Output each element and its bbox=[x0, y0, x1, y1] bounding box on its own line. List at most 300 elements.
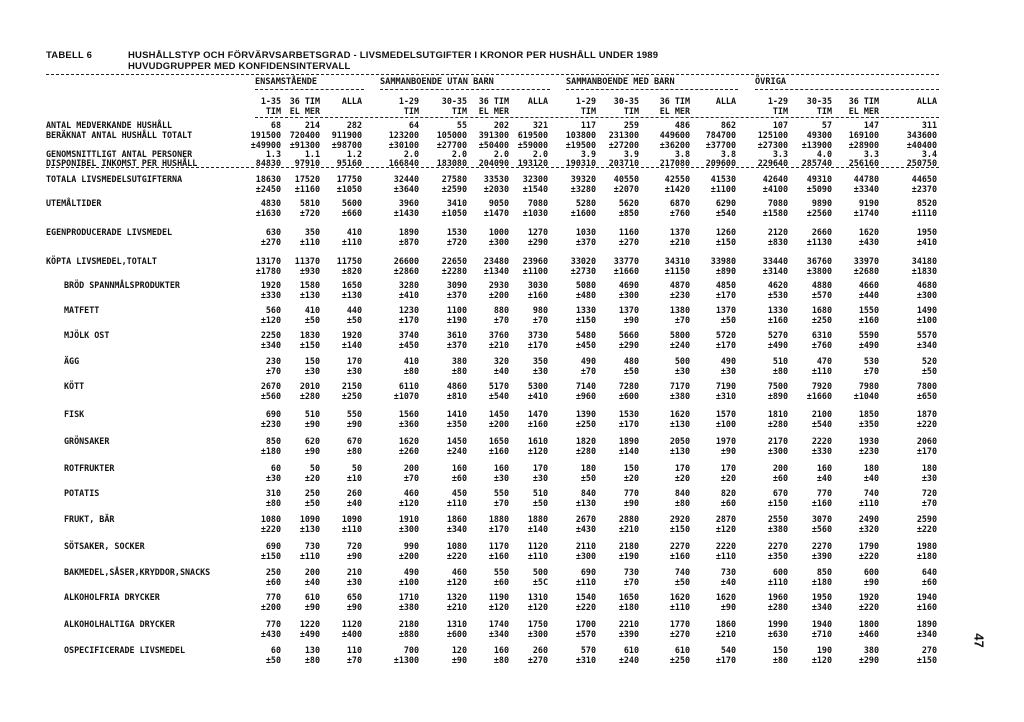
data-row-label: KÖPTA LIVSMEDEL,TOTALT bbox=[46, 256, 157, 266]
data-cell-ci: ±60 bbox=[265, 577, 281, 587]
data-cell-value: 7800 bbox=[916, 381, 937, 391]
data-cell-value: 1940 bbox=[916, 592, 937, 602]
data-cell-value: 720 bbox=[346, 541, 362, 551]
data-cell-ci: ±210 bbox=[618, 524, 639, 534]
data-cell-ci: ±130 bbox=[299, 524, 320, 534]
data-cell-value: 40550 bbox=[613, 174, 639, 184]
data-cell-value: 1530 bbox=[618, 409, 639, 419]
info-cell: ±49900 bbox=[250, 140, 281, 150]
data-cell-value: 17750 bbox=[336, 174, 362, 184]
data-cell-value: 640 bbox=[921, 567, 937, 577]
data-cell-value: 1090 bbox=[299, 514, 320, 524]
info-cell: 190310 bbox=[565, 158, 596, 168]
data-cell-ci: ±280 bbox=[299, 391, 320, 401]
data-cell-ci: ±330 bbox=[811, 446, 832, 456]
column-header-unit: TIM bbox=[772, 106, 788, 116]
data-cell-value: 6290 bbox=[715, 198, 736, 208]
info-row-label: DISPONIBEL INKOMST PER HUSHÅLL bbox=[46, 158, 198, 168]
data-cell-value: 5660 bbox=[618, 330, 639, 340]
data-cell-ci: ±540 bbox=[811, 419, 832, 429]
data-cell-value: 550 bbox=[346, 409, 362, 419]
info-cell: 229640 bbox=[757, 158, 788, 168]
data-cell-value: 2100 bbox=[811, 409, 832, 419]
data-cell-ci: ±600 bbox=[446, 629, 467, 639]
data-cell-value: 600 bbox=[772, 567, 788, 577]
data-cell-ci: ±270 bbox=[260, 237, 281, 247]
data-cell-value: 740 bbox=[674, 567, 690, 577]
data-cell-ci: ±70 bbox=[580, 366, 596, 376]
data-cell-ci: ±1300 bbox=[393, 655, 419, 665]
data-cell-ci: ±390 bbox=[811, 551, 832, 561]
info-cell: 2.0 bbox=[451, 149, 467, 159]
data-cell-ci: ±160 bbox=[488, 551, 509, 561]
data-cell-value: 1770 bbox=[669, 619, 690, 629]
data-cell-value: 42640 bbox=[762, 174, 788, 184]
data-cell-value: 1890 bbox=[398, 227, 419, 237]
data-cell-ci: ±160 bbox=[488, 446, 509, 456]
data-cell-value: 34310 bbox=[664, 256, 690, 266]
data-cell-value: 120 bbox=[451, 645, 467, 655]
data-cell-ci: ±70 bbox=[532, 315, 548, 325]
data-cell-value: 1310 bbox=[446, 619, 467, 629]
data-cell-ci: ±10 bbox=[346, 473, 362, 483]
data-cell-value: 6310 bbox=[811, 330, 832, 340]
data-cell-ci: ±1110 bbox=[911, 208, 937, 218]
data-cell-value: 130 bbox=[304, 645, 320, 655]
data-cell-ci: ±170 bbox=[715, 655, 736, 665]
column-header: 1-29 bbox=[767, 96, 788, 106]
data-cell-value: 1560 bbox=[398, 409, 419, 419]
data-cell-value: 60 bbox=[270, 463, 281, 473]
data-cell-value: 2920 bbox=[669, 514, 690, 524]
data-cell-ci: ±340 bbox=[446, 524, 467, 534]
data-cell-value: 1390 bbox=[575, 409, 596, 419]
info-cell: 3.8 bbox=[720, 149, 736, 159]
data-row-label: ÄGG bbox=[64, 356, 80, 366]
data-cell-value: 1870 bbox=[916, 409, 937, 419]
data-cell-ci: ±560 bbox=[260, 391, 281, 401]
data-cell-ci: ±2450 bbox=[255, 184, 281, 194]
data-cell-value: 5590 bbox=[858, 330, 879, 340]
data-cell-ci: ±450 bbox=[575, 340, 596, 350]
data-cell-ci: ±120 bbox=[488, 602, 509, 612]
info-cell: 202 bbox=[493, 120, 509, 130]
data-cell-ci: ±240 bbox=[669, 340, 690, 350]
data-cell-ci: ±1660 bbox=[806, 391, 832, 401]
info-cell: 259 bbox=[623, 120, 639, 130]
data-cell-ci: ±90 bbox=[451, 655, 467, 665]
data-cell-value: 1380 bbox=[669, 305, 690, 315]
data-cell-ci: ±30 bbox=[532, 473, 548, 483]
data-cell-ci: ±490 bbox=[767, 340, 788, 350]
data-cell-value: 4860 bbox=[446, 381, 467, 391]
data-cell-ci: ±130 bbox=[669, 419, 690, 429]
data-cell-value: 690 bbox=[580, 567, 596, 577]
data-cell-value: 630 bbox=[265, 227, 281, 237]
data-cell-value: 13170 bbox=[255, 256, 281, 266]
data-cell-value: 550 bbox=[493, 567, 509, 577]
info-cell: 911900 bbox=[331, 130, 362, 140]
data-cell-value: 6870 bbox=[669, 198, 690, 208]
data-cell-value: 41530 bbox=[710, 174, 736, 184]
data-cell-ci: ±120 bbox=[260, 315, 281, 325]
data-cell-ci: ±430 bbox=[858, 237, 879, 247]
info-cell: 123200 bbox=[388, 130, 419, 140]
data-cell-value: 1470 bbox=[527, 409, 548, 419]
data-cell-ci: ±160 bbox=[527, 419, 548, 429]
data-cell-value: 1990 bbox=[767, 619, 788, 629]
data-cell-ci: ±210 bbox=[669, 237, 690, 247]
data-cell-value: 770 bbox=[816, 488, 832, 498]
data-cell-ci: ±370 bbox=[446, 340, 467, 350]
data-cell-ci: ±340 bbox=[916, 629, 937, 639]
info-cell: 720400 bbox=[289, 130, 320, 140]
data-cell-ci: ±100 bbox=[916, 315, 937, 325]
data-cell-ci: ±50 bbox=[921, 366, 937, 376]
data-cell-value: 490 bbox=[403, 567, 419, 577]
data-cell-ci: ±60 bbox=[772, 473, 788, 483]
data-cell-ci: ±570 bbox=[811, 290, 832, 300]
data-cell-ci: ±300 bbox=[916, 290, 937, 300]
data-cell-value: 570 bbox=[580, 645, 596, 655]
data-cell-value: 150 bbox=[772, 645, 788, 655]
data-cell-value: 33980 bbox=[710, 256, 736, 266]
data-row-label: POTATIS bbox=[64, 488, 100, 498]
data-cell-value: 6110 bbox=[398, 381, 419, 391]
data-cell-value: 26600 bbox=[393, 256, 419, 266]
info-cell: 57 bbox=[821, 120, 832, 130]
data-cell-ci: ±60 bbox=[921, 577, 937, 587]
data-cell-ci: ±60 bbox=[451, 473, 467, 483]
data-cell-ci: ±50 bbox=[346, 315, 362, 325]
info-cell: 117 bbox=[580, 120, 596, 130]
data-cell-ci: ±160 bbox=[916, 602, 937, 612]
data-cell-value: 1100 bbox=[446, 305, 467, 315]
data-cell-value: 1540 bbox=[575, 592, 596, 602]
data-cell-value: 1650 bbox=[341, 280, 362, 290]
column-header: 36 TIM bbox=[848, 96, 879, 106]
data-cell-value: 170 bbox=[532, 463, 548, 473]
data-cell-value: 1830 bbox=[299, 330, 320, 340]
data-cell-value: 32300 bbox=[522, 174, 548, 184]
data-cell-value: 200 bbox=[304, 567, 320, 577]
data-cell-ci: ±400 bbox=[341, 629, 362, 639]
data-cell-value: 880 bbox=[493, 305, 509, 315]
data-cell-value: 200 bbox=[403, 463, 419, 473]
data-cell-ci: ±60 bbox=[493, 577, 509, 587]
data-cell-ci: ±140 bbox=[341, 340, 362, 350]
data-cell-value: 1610 bbox=[527, 436, 548, 446]
info-cell: ±27700 bbox=[436, 140, 467, 150]
data-cell-value: 1650 bbox=[618, 592, 639, 602]
data-cell-value: 5600 bbox=[341, 198, 362, 208]
info-cell: 3.8 bbox=[674, 149, 690, 159]
data-cell-ci: ±170 bbox=[618, 419, 639, 429]
data-cell-value: 4880 bbox=[811, 280, 832, 290]
data-cell-value: 2270 bbox=[767, 541, 788, 551]
data-cell-ci: ±40 bbox=[304, 577, 320, 587]
data-cell-ci: ±120 bbox=[811, 655, 832, 665]
data-cell-ci: ±360 bbox=[398, 419, 419, 429]
column-header: 36 TIM bbox=[478, 96, 509, 106]
data-cell-value: 620 bbox=[304, 436, 320, 446]
column-header-unit: EL MER bbox=[659, 106, 690, 116]
data-cell-value: 480 bbox=[623, 356, 639, 366]
data-cell-value: 1080 bbox=[260, 514, 281, 524]
data-cell-ci: ±880 bbox=[398, 629, 419, 639]
data-cell-value: 730 bbox=[304, 541, 320, 551]
data-cell-ci: ±40 bbox=[816, 473, 832, 483]
data-cell-value: 1000 bbox=[488, 227, 509, 237]
data-cell-ci: ±370 bbox=[575, 237, 596, 247]
info-cell: 2.0 bbox=[403, 149, 419, 159]
data-cell-ci: ±310 bbox=[715, 391, 736, 401]
data-cell-ci: ±90 bbox=[346, 551, 362, 561]
column-header-unit: EL MER bbox=[289, 106, 320, 116]
data-cell-value: 470 bbox=[816, 356, 832, 366]
data-cell-value: 7080 bbox=[527, 198, 548, 208]
data-cell-value: 820 bbox=[720, 488, 736, 498]
data-cell-ci: ±150 bbox=[715, 237, 736, 247]
data-cell-value: 2930 bbox=[488, 280, 509, 290]
header-rule bbox=[255, 117, 939, 118]
data-cell-value: 1960 bbox=[767, 592, 788, 602]
data-cell-value: 49310 bbox=[806, 174, 832, 184]
data-cell-value: 5800 bbox=[669, 330, 690, 340]
data-cell-value: 23480 bbox=[483, 256, 509, 266]
data-cell-value: 7190 bbox=[715, 381, 736, 391]
info-cell: ±37700 bbox=[705, 140, 736, 150]
column-header-unit: TIM bbox=[816, 106, 832, 116]
data-cell-ci: ±100 bbox=[715, 419, 736, 429]
data-cell-ci: ±2030 bbox=[483, 184, 509, 194]
data-row-label: GRÖNSAKER bbox=[64, 436, 110, 446]
data-cell-value: 670 bbox=[772, 488, 788, 498]
data-cell-value: 1890 bbox=[916, 619, 937, 629]
data-cell-ci: ±30 bbox=[346, 366, 362, 376]
data-cell-ci: ±90 bbox=[720, 446, 736, 456]
data-cell-ci: ±1050 bbox=[441, 208, 467, 218]
data-cell-value: 3090 bbox=[446, 280, 467, 290]
data-cell-value: 410 bbox=[304, 305, 320, 315]
data-cell-value: 2010 bbox=[299, 381, 320, 391]
column-header: 30-35 bbox=[806, 96, 832, 106]
data-cell-ci: ±290 bbox=[527, 237, 548, 247]
data-cell-ci: ±30 bbox=[304, 366, 320, 376]
data-cell-value: 850 bbox=[265, 436, 281, 446]
data-cell-value: 1810 bbox=[767, 409, 788, 419]
info-cell: 84830 bbox=[255, 158, 281, 168]
data-cell-value: 1790 bbox=[858, 541, 879, 551]
info-row-label: GENOMSNITTLIGT ANTAL PERSONER bbox=[46, 149, 193, 159]
data-cell-ci: ±110 bbox=[575, 577, 596, 587]
info-row-label: ANTAL MEDVERKANDE HUSHÅLL bbox=[46, 120, 173, 130]
data-cell-value: 610 bbox=[623, 645, 639, 655]
data-cell-value: 34180 bbox=[911, 256, 937, 266]
data-cell-value: 60 bbox=[270, 645, 281, 655]
data-cell-ci: ±40 bbox=[863, 473, 879, 483]
data-cell-ci: ±240 bbox=[618, 655, 639, 665]
data-cell-value: 700 bbox=[403, 645, 419, 655]
data-cell-value: 350 bbox=[304, 227, 320, 237]
data-cell-value: 5170 bbox=[488, 381, 509, 391]
data-cell-ci: ±80 bbox=[772, 655, 788, 665]
column-header: 36 TIM bbox=[289, 96, 320, 106]
data-row-label: ALKOHOLHALTIGA DRYCKER bbox=[64, 619, 175, 629]
info-cell: 193120 bbox=[517, 158, 548, 168]
data-cell-value: 980 bbox=[532, 305, 548, 315]
data-cell-ci: ±90 bbox=[346, 419, 362, 429]
data-cell-ci: ±60 bbox=[720, 498, 736, 508]
info-cell: 784700 bbox=[705, 130, 736, 140]
data-cell-ci: ±200 bbox=[488, 290, 509, 300]
data-cell-ci: ±310 bbox=[575, 655, 596, 665]
data-cell-value: 1260 bbox=[715, 227, 736, 237]
info-cell: 231300 bbox=[608, 130, 639, 140]
info-cell: 4.0 bbox=[816, 149, 832, 159]
info-cell: 214 bbox=[304, 120, 320, 130]
data-cell-ci: ±250 bbox=[811, 315, 832, 325]
data-cell-ci: ±270 bbox=[669, 629, 690, 639]
data-cell-ci: ±540 bbox=[488, 391, 509, 401]
data-cell-value: 2180 bbox=[618, 541, 639, 551]
column-header: 1-35 bbox=[260, 96, 281, 106]
data-cell-value: 1120 bbox=[341, 619, 362, 629]
data-cell-ci: ±150 bbox=[575, 315, 596, 325]
data-cell-ci: ±210 bbox=[488, 340, 509, 350]
info-cell: 64 bbox=[408, 120, 419, 130]
data-cell-ci: ±1050 bbox=[336, 184, 362, 194]
data-cell-value: 160 bbox=[816, 463, 832, 473]
data-cell-ci: ±3280 bbox=[570, 184, 596, 194]
data-cell-ci: ±570 bbox=[575, 629, 596, 639]
info-cell: 209600 bbox=[705, 158, 736, 168]
data-cell-ci: ±1160 bbox=[294, 184, 320, 194]
data-cell-ci: ±760 bbox=[669, 208, 690, 218]
data-cell-ci: ±20 bbox=[674, 473, 690, 483]
data-cell-ci: ±190 bbox=[618, 551, 639, 561]
column-header-unit: TIM bbox=[451, 106, 467, 116]
data-cell-value: 5620 bbox=[618, 198, 639, 208]
data-cell-ci: ±850 bbox=[618, 208, 639, 218]
data-cell-ci: ±30 bbox=[265, 473, 281, 483]
data-cell-ci: ±90 bbox=[720, 602, 736, 612]
data-cell-value: 1950 bbox=[916, 227, 937, 237]
info-cell: ±28900 bbox=[848, 140, 879, 150]
info-cell: ±36200 bbox=[659, 140, 690, 150]
data-cell-ci: ±150 bbox=[260, 551, 281, 561]
data-cell-ci: ±2680 bbox=[853, 266, 879, 276]
data-cell-ci: ±50 bbox=[580, 473, 596, 483]
data-cell-ci: ±190 bbox=[446, 315, 467, 325]
data-cell-ci: ±30 bbox=[720, 366, 736, 376]
data-cell-ci: ±330 bbox=[260, 290, 281, 300]
data-cell-value: 160 bbox=[451, 463, 467, 473]
data-cell-value: 17520 bbox=[294, 174, 320, 184]
data-cell-ci: ±1030 bbox=[522, 208, 548, 218]
info-cell: 311 bbox=[921, 120, 937, 130]
data-cell-value: 1920 bbox=[260, 280, 281, 290]
data-cell-value: 840 bbox=[674, 488, 690, 498]
data-cell-ci: ±110 bbox=[446, 498, 467, 508]
info-cell: 321 bbox=[532, 120, 548, 130]
data-cell-ci: ±150 bbox=[916, 655, 937, 665]
data-cell-value: 1800 bbox=[858, 619, 879, 629]
data-cell-ci: ±3340 bbox=[853, 184, 879, 194]
column-header: 1-29 bbox=[398, 96, 419, 106]
data-cell-value: 2180 bbox=[398, 619, 419, 629]
data-cell-ci: ±110 bbox=[858, 498, 879, 508]
data-cell-ci: ±200 bbox=[488, 419, 509, 429]
data-cell-value: 1860 bbox=[446, 514, 467, 524]
data-cell-value: 1750 bbox=[527, 619, 548, 629]
data-cell-ci: ±440 bbox=[858, 290, 879, 300]
column-header-unit: TIM bbox=[623, 106, 639, 116]
data-cell-ci: ±810 bbox=[446, 391, 467, 401]
info-cell: 343600 bbox=[906, 130, 937, 140]
data-cell-ci: ±150 bbox=[669, 524, 690, 534]
data-cell-ci: ±480 bbox=[575, 290, 596, 300]
data-cell-value: 18630 bbox=[255, 174, 281, 184]
data-cell-value: 2870 bbox=[715, 514, 736, 524]
data-cell-value: 500 bbox=[674, 356, 690, 366]
data-cell-value: 4870 bbox=[669, 280, 690, 290]
data-cell-ci: ±70 bbox=[493, 315, 509, 325]
data-cell-value: 33440 bbox=[762, 256, 788, 266]
data-cell-ci: ±720 bbox=[299, 208, 320, 218]
table-title: HUSHÅLLSTYP OCH FÖRVÄRVSARBETSGRAD - LIVSMEDELSUTGIFTER I KRONOR PER HUSHÅLL UNDER 1989 bbox=[128, 50, 659, 61]
info-cell: 147 bbox=[863, 120, 879, 130]
data-cell-ci: ±410 bbox=[398, 290, 419, 300]
info-cell: 3.4 bbox=[921, 149, 937, 159]
data-cell-ci: ±930 bbox=[299, 266, 320, 276]
info-cell: 166840 bbox=[388, 158, 419, 168]
data-cell-ci: ±1470 bbox=[483, 208, 509, 218]
data-cell-value: 32440 bbox=[393, 174, 419, 184]
info-rule bbox=[46, 167, 939, 168]
data-cell-value: 4830 bbox=[260, 198, 281, 208]
data-cell-value: 9050 bbox=[488, 198, 509, 208]
data-cell-ci: ±3140 bbox=[762, 266, 788, 276]
column-header: 30-35 bbox=[441, 96, 467, 106]
data-cell-ci: ±350 bbox=[767, 551, 788, 561]
data-row-label: UTEMÅLTIDER bbox=[46, 198, 102, 208]
info-cell: 250750 bbox=[906, 158, 937, 168]
data-cell-value: 22650 bbox=[441, 256, 467, 266]
data-cell-ci: ±300 bbox=[488, 237, 509, 247]
data-cell-value: 2590 bbox=[916, 514, 937, 524]
data-row-label: BRÖD SPANNMÅLSPRODUKTER bbox=[64, 280, 180, 290]
data-cell-ci: ±80 bbox=[493, 655, 509, 665]
data-cell-value: 1330 bbox=[767, 305, 788, 315]
data-cell-value: 2060 bbox=[916, 436, 937, 446]
data-cell-ci: ±600 bbox=[618, 391, 639, 401]
data-cell-ci: ±1340 bbox=[483, 266, 509, 276]
data-cell-ci: ±120 bbox=[398, 498, 419, 508]
data-cell-value: 380 bbox=[451, 356, 467, 366]
data-cell-value: 350 bbox=[532, 356, 548, 366]
info-cell: 486 bbox=[674, 120, 690, 130]
data-cell-ci: ±130 bbox=[299, 290, 320, 300]
data-cell-value: 990 bbox=[403, 541, 419, 551]
data-cell-ci: ±110 bbox=[299, 551, 320, 561]
data-cell-ci: ±870 bbox=[398, 237, 419, 247]
data-cell-value: 4690 bbox=[618, 280, 639, 290]
data-cell-value: 170 bbox=[720, 463, 736, 473]
info-row-label: BERÄKNAT ANTAL HUSHÅLL TOTALT bbox=[46, 130, 193, 140]
data-cell-ci: ±1580 bbox=[762, 208, 788, 218]
data-cell-value: 110 bbox=[346, 645, 362, 655]
